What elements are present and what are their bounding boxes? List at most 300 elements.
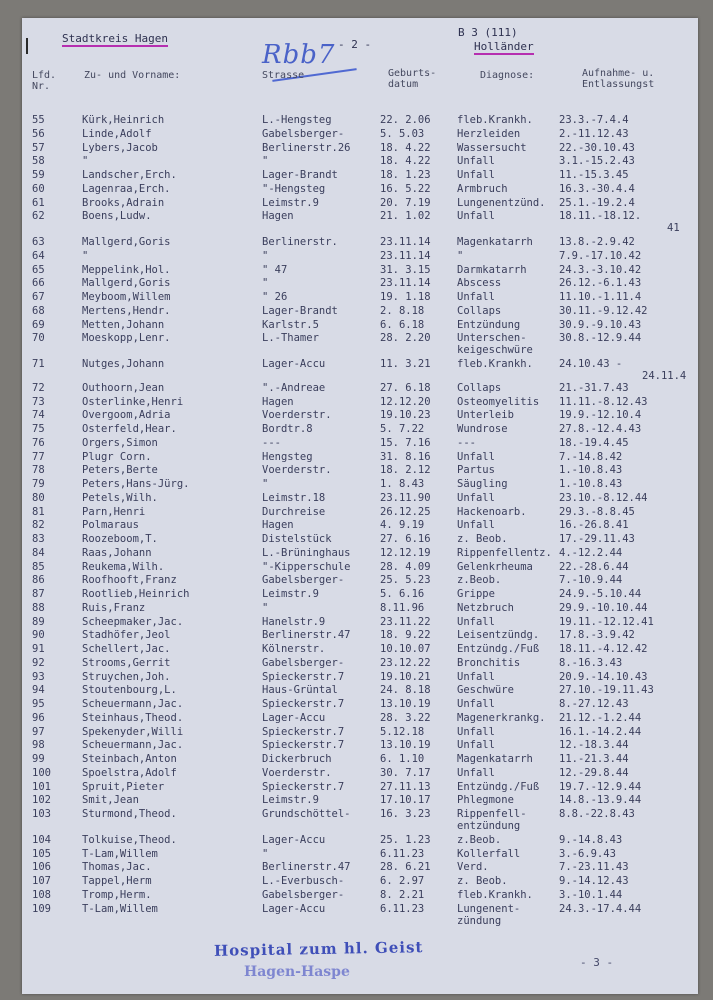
- birth-date: 20. 7.19: [380, 196, 431, 209]
- page-mark: - 2 -: [338, 38, 372, 51]
- row-number: 89: [32, 615, 45, 628]
- row-number: 102: [32, 794, 51, 807]
- street: L.-Thamer: [262, 332, 319, 345]
- patient-name: Sturmond,Theod.: [82, 808, 177, 820]
- patient-name: Roofhooft,Franz: [82, 574, 177, 587]
- street: ": [262, 478, 269, 490]
- diagnosis: Magenerkrankg.: [457, 711, 546, 724]
- street: Kölnerstr.: [262, 643, 326, 655]
- street: "-Hengsteg: [262, 182, 326, 195]
- street: Durchreise: [262, 505, 326, 518]
- patient-name: Scheepmaker,Jac.: [82, 615, 184, 628]
- diagnosis: ---: [457, 436, 476, 449]
- admission-period: 22.-30.10.43: [559, 141, 635, 154]
- admission-period: 3.-10.1.44: [559, 888, 623, 901]
- diagnosis: Wundrose: [457, 423, 508, 435]
- admission-period: 21.12.-1.2.44: [559, 711, 642, 724]
- birth-date: 6.11.23: [380, 902, 425, 915]
- diagnosis: ": [457, 249, 464, 262]
- row-number: 55: [32, 114, 45, 126]
- patient-name: Lybers,Jacob: [82, 141, 158, 154]
- birth-date: 30. 7.17: [380, 766, 431, 779]
- birth-date: 28. 3.22: [380, 711, 431, 724]
- diagnosis: Unterschen-: [457, 332, 527, 345]
- patient-name: Strooms,Gerrit: [82, 656, 171, 669]
- footer-page-number: - 3 -: [580, 956, 614, 969]
- birth-date: 23.12.22: [380, 656, 431, 669]
- admission-period: 19.9.-12.10.4: [559, 409, 642, 422]
- patient-name: Raas,Johann: [82, 546, 152, 559]
- column-birth-header: Geburts- datum: [388, 68, 437, 90]
- row-number: 60: [32, 182, 45, 195]
- row-number: 62: [32, 210, 45, 223]
- birth-date: 17.10.17: [380, 794, 431, 807]
- birth-date: 5. 5.03: [380, 127, 425, 140]
- patient-name: Tappel,Herm: [82, 875, 152, 887]
- street: Distelstück: [262, 533, 332, 545]
- patient-name: T-Lam,Willem: [82, 847, 158, 860]
- patient-name: Steinhaus,Theod.: [82, 711, 184, 724]
- street: Voerderstr.: [262, 766, 332, 779]
- diagnosis: Netzbruch: [457, 601, 514, 614]
- row-number: 58: [32, 155, 45, 168]
- birth-date: 18. 1.23: [380, 169, 431, 181]
- patient-name: Lagenraa,Erch.: [82, 182, 171, 195]
- admission-period: 29.9.-10.10.44: [559, 601, 648, 614]
- admission-period: 24.10.43 -: [559, 358, 623, 370]
- patient-name: Tolkuise,Theod.: [82, 833, 177, 846]
- street: ".-Andreae: [262, 381, 326, 394]
- birth-date: 12.12.20: [380, 395, 431, 408]
- row-number: 86: [32, 574, 45, 587]
- admission-period: 30.11.-9.12.42: [559, 304, 648, 317]
- diagnosis: Unfall: [457, 725, 495, 738]
- street: Hagen: [262, 395, 294, 408]
- street: Lager-Accu: [262, 358, 326, 370]
- birth-date: 1. 8.43: [380, 478, 425, 490]
- street: Berlinerstr.47: [262, 629, 351, 642]
- birth-date: 28. 2.20: [380, 332, 431, 345]
- admission-period: 17.8.-3.9.42: [559, 629, 635, 642]
- row-number: 80: [32, 491, 45, 504]
- row-number: 87: [32, 588, 45, 600]
- diagnosis: Rippenfellentz.: [457, 546, 552, 559]
- row-number: 67: [32, 291, 45, 303]
- diagnosis: Partus: [457, 464, 495, 477]
- diagnosis: Lungenent-: [457, 902, 521, 915]
- street: L.-Hengsteg: [262, 114, 332, 126]
- diagnosis: Grippe: [457, 588, 495, 600]
- patient-name: Stoutenbourg,L.: [82, 684, 177, 697]
- patient-name: Reukema,Wilh.: [82, 560, 165, 573]
- street: Hagen: [262, 210, 294, 223]
- birth-date: 4. 9.19: [380, 519, 425, 532]
- patient-name: Meyboom,Willem: [82, 291, 171, 303]
- row-number: 63: [32, 236, 45, 248]
- street: ": [262, 249, 269, 262]
- patient-name: Outhoorn,Jean: [82, 381, 165, 394]
- birth-date: 16. 3.23: [380, 808, 431, 820]
- birth-date: 25. 5.23: [380, 574, 431, 587]
- admission-period: 7.-10.9.44: [559, 574, 623, 587]
- diagnosis: Unfall: [457, 739, 495, 752]
- street: Lager-Accu: [262, 833, 326, 846]
- row-number: 68: [32, 304, 45, 317]
- row-number: 101: [32, 780, 51, 793]
- row-number: 65: [32, 263, 45, 276]
- patient-name: Struychen,Joh.: [82, 670, 171, 683]
- admission-period: 21.-31.7.43: [559, 381, 629, 394]
- admission-period: 7.-14.8.42: [559, 450, 623, 463]
- birth-date: 6.11.23: [380, 847, 425, 860]
- birth-date: 18. 9.22: [380, 629, 431, 642]
- row-number: 82: [32, 519, 45, 532]
- diagnosis: Bronchitis: [457, 656, 521, 669]
- document-page: Stadtkreis Hagen - 2 - Rbb7 B 3 (111) Holländer Lfd. Nr. Zu- und Vorname: Strasse Geburts- datum Diagnose: Aufnahme- u. Entlassungst 55 Kürk,Heinrich L.-Hengsteg 22. 2.06 fleb.Krankh. 23.3.-7.4.4 56 Linde,Adolf Gabelsberger- 5. 5.03 Herzleiden 2.-11.12.43 57 Lybers,Jacob Berlinerstr.26 18. 4.22 Wassersucht 22.-30.10.43 58 " " 18. 4.22 Unfall 3.1.-15.2.43 59 Landscher,Erch. Lager-Brandt 18. 1.23 Unfall 11.-15.3.45 60 Lagenraa,Erch. "-Hengsteg 16. 5.22 Armbruch 16.3.-30.4.4 61 Brooks,Adrain Leimstr.9 20. 7.19 Lungenentzünd. 25.1.-19.2.4 62 Boens,Ludw. Hagen 21. 1.02 Unfall 18.11.-18.12. 63 Mallgerd,Goris Berlinerstr. 23.11.14 Magenkatarrh 13.8.-2.9.42 64 " " 23.11.14 " 7.9.-17.10.42 65 Meppelink,Hol. " 47 31. 3.15 Darmkatarrh 24.3.-3.10.42 66 Mallgerd,Goris " 23.11.14 Abscess 26.12.-6.1.43 67 Meyboom,Willem " 26 19. 1.18 Unfall 11.10.-1.11.4 68 Mertens,Hendr. Lager-Brandt 2. 8.18 Collaps 30.11.-9.12.42 69 Metten,Johann Karlstr.5 6. 6.18 Entzündung 30.9.-9.10.43 70 Moeskopp,Lenr. L.-Thamer 28. 2.20 Unterschen- 30.8.-12.9.44 71 Nutges,Johann Lager-Accu 11. 3.21 fleb.Krankh. 24.10.43 - 72 Outhoorn,Jean ".-Andreae 27. 6.18 Collaps 21.-31.7.43 73 Osterlinke,Henri Hagen 12.12.20 Osteomyelitis 11.11.-8.12.43 74 Overgoom,Adria Voerderstr. 19.10.23 Unterleib 19.9.-12.10.4 75 Osterfeld,Hear. Bordtr.8 5. 7.22 Wundrose 27.8.-12.4.43 76 Orgers,Simon --- 15. 7.16 --- 18.-19.4.45 77 Plugr Corn. Hengsteg 31. 8.16 Unfall 7.-14.8.42 78 Peters,Berte Voerderstr. 18. 2.12 Partus 1.-10.8.43 79 Peters,Hans-Jürg. " 1. 8.43 Säugling 1.-10.8.43 80 Petels,Wilh. Leimstr.18 23.11.90 Unfall 23.10.-8.12.44 81 Parn,Henri Durchreise 26.12.25 Hackenoarb. 29.3.-8.8.45 82 Polmaraus Hagen 4. 9.19 Unfall 16.-26.8.41 83 Roozeboom,T. Distelstück 27. 6.16 z. Beob. 17.-29.11.43 84 Raas,Johann L.-Brüninghaus 12.12.19 Rippenfellentz. 4.-12.2.44 85 Reukema,Wilh. "-Kipperschule 28. 4.09 Gelenkrheuma 22.-28.6.44 86 Roofhooft,Franz Gabelsberger- 25. 5.23 z.Beob. 7.-10.9.44 87 Rootlieb,Heinrich Leimstr.9 5. 6.16 Grippe 24.9.-5.10.44 88 Ruis,Franz " 8.11.96 Netzbruch 29.9.-10.10.44 89 Scheepmaker,Jac. Hanelstr.9 23.11.22 Unfall 19.11.-12.12.41 90 Stadhöfer,Jeol Berlinerstr.47 18. 9.22 Leisentzündg. 17.8.-3.9.42 91 Schellert,Jac. Kölnerstr. 10.10.07 Entzündg./Fuß 18.11.-4.12.42 92 Strooms,Gerrit Gabelsberger- 23.12.22 Bronchitis 8.-16.3.43 93 Struychen,Joh. Spieckerstr.7 19.10.21 Unfall 20.9.-14.10.43 94 Stoutenbourg,L. Haus-Grüntal 24. 8.18 Geschwüre 27.10.-19.11.43 95 Scheuermann,Jac. Spieckerstr.7 13.10.19 Unfall 8.-27.12.43 96 Steinhaus,Theod. Lager-Accu 28. 3.22 Magenerkrankg. 21.12.-1.2.44 97 Spekenyder,Willi Spieckerstr.7 5.12.18 Unfall 16.1.-14.2.44 98 Scheuermann,Jac. Spieckerstr.7 13.10.19 Unfall 12.-18.3.44 99 Steinbach,Anton Dickerbruch 6. 1.10 Magenkatarrh 11.-21.3.44 100 Spoelstra,Adolf Voerderstr. 30. 7.17 Unfall 12.-29.8.44 101 Spruit,Pieter Spieckerstr.7 27.11.13 Entzündg./Fuß 19.7.-12.9.44 102 Smit,Jean Leimstr.9 17.10.17 Phlegmone 14.8.-13.9.44 103 Sturmond,Theod. Grundschöttel- 16. 3.23 Rippenfell- 8.8.-22.8.43 104 Tolkuise,Theod. Lager-Accu 25. 1.23 z.Beob. 9.-14.8.43 105 T-Lam,Willem " 6.11.23 Kollerfall 3.-6.9.43 106 Thomas,Jac. Berlinerstr.47 28. 6.21 Verd. 7.-23.11.43 107 Tappel,Herm L.-Everbusch- 6. 2.97 z. Beob. 9.-14.12.43 108 Tromp,Herm. Gabelsberger- 8. 2.21 fleb.Krankh. 3.-10.1.44 109 T-Lam,Willem Lager-Accu 6.11.23 Lungenent- 24.3.-17.4.44 41 keigeschwüre 24.11.4 entzündung zündung Hospital zum hl. Geist Hagen-Haspe - 3 -: [22, 18, 698, 994]
- patient-name: ": [82, 249, 89, 262]
- diagnosis: Unfall: [457, 615, 495, 628]
- row-number: 70: [32, 332, 45, 345]
- street: Spieckerstr.7: [262, 670, 345, 683]
- birth-date: 19.10.21: [380, 670, 431, 683]
- diagnosis: Collaps: [457, 381, 502, 394]
- birth-date: 21. 1.02: [380, 210, 431, 223]
- patient-name: Mallgerd,Goris: [82, 277, 171, 290]
- birth-date: 18. 2.12: [380, 464, 431, 477]
- patient-name: Scheuermann,Jac.: [82, 739, 184, 752]
- diagnosis: Unfall: [457, 670, 495, 683]
- birth-date: 5. 7.22: [380, 423, 425, 435]
- patient-name: Peters,Hans-Jürg.: [82, 478, 190, 490]
- admission-period: 11.11.-8.12.43: [559, 395, 648, 408]
- street: Leimstr.18: [262, 491, 326, 504]
- diagnosis: Unfall: [457, 155, 495, 168]
- diagnosis: fleb.Krankh.: [457, 888, 533, 901]
- row-number: 73: [32, 395, 45, 408]
- patient-name: Metten,Johann: [82, 318, 165, 331]
- diagnosis: Armbruch: [457, 182, 508, 195]
- admission-period: 7.9.-17.10.42: [559, 249, 642, 262]
- row-number: 109: [32, 902, 51, 915]
- admission-period: 29.3.-8.8.45: [559, 505, 635, 518]
- admission-period: 11.10.-1.11.4: [559, 291, 642, 303]
- patient-name: Osterlinke,Henri: [82, 395, 184, 408]
- patient-name: ": [82, 155, 89, 168]
- street: Berlinerstr.26: [262, 141, 351, 154]
- diagnosis: Kollerfall: [457, 847, 521, 860]
- birth-date: 23.11.14: [380, 236, 431, 248]
- row-number: 108: [32, 888, 51, 901]
- patient-name: Schellert,Jac.: [82, 643, 171, 655]
- admission-period: 22.-28.6.44: [559, 560, 629, 573]
- row-number: 105: [32, 847, 51, 860]
- admission-period: 30.8.-12.9.44: [559, 332, 642, 345]
- row-number: 76: [32, 436, 45, 449]
- diagnosis: Unfall: [457, 698, 495, 710]
- diagnosis: Abscess: [457, 277, 502, 290]
- row-number: 97: [32, 725, 45, 738]
- street: Bordtr.8: [262, 423, 313, 435]
- row-number: 81: [32, 505, 45, 518]
- diagnosis: Unfall: [457, 519, 495, 532]
- patient-name: Nutges,Johann: [82, 358, 165, 370]
- admission-period: 11.-15.3.45: [559, 169, 629, 181]
- admission-period: 19.11.-12.12.41: [559, 615, 654, 628]
- birth-date: 15. 7.16: [380, 436, 431, 449]
- birth-date: 28. 6.21: [380, 861, 431, 874]
- street: Lager-Brandt: [262, 304, 338, 317]
- birth-date: 27. 6.16: [380, 533, 431, 545]
- row-number: 91: [32, 643, 45, 655]
- admission-period: 8.-27.12.43: [559, 698, 629, 710]
- admission-period: 23.10.-8.12.44: [559, 491, 648, 504]
- patient-name: Osterfeld,Hear.: [82, 423, 177, 435]
- patient-name: Stadhöfer,Jeol: [82, 629, 171, 642]
- birth-date: 19. 1.18: [380, 291, 431, 303]
- diagnosis: Osteomyelitis: [457, 395, 540, 408]
- row-number: 74: [32, 409, 45, 422]
- patient-name: Landscher,Erch.: [82, 169, 177, 181]
- street: " 26: [262, 291, 288, 303]
- admission-period: 16.1.-14.2.44: [559, 725, 642, 738]
- admission-period: 7.-23.11.43: [559, 861, 629, 874]
- row-number: 103: [32, 808, 51, 820]
- street: Grundschöttel-: [262, 808, 351, 820]
- row-number: 94: [32, 684, 45, 697]
- street: Gabelsberger-: [262, 888, 345, 901]
- street: Leimstr.9: [262, 588, 319, 600]
- diagnosis: Collaps: [457, 304, 502, 317]
- admission-period: 20.9.-14.10.43: [559, 670, 648, 683]
- birth-date: 26.12.25: [380, 505, 431, 518]
- admission-period: 24.3.-3.10.42: [559, 263, 642, 276]
- admission-period: 11.-21.3.44: [559, 753, 629, 765]
- row-number: 69: [32, 318, 45, 331]
- street: "-Kipperschule: [262, 560, 351, 573]
- patient-name: Mertens,Hendr.: [82, 304, 171, 317]
- street: " 47: [262, 263, 288, 276]
- diagnosis: Entzündung: [457, 318, 521, 331]
- diagnosis: Unfall: [457, 210, 495, 223]
- birth-date: 6. 1.10: [380, 753, 425, 765]
- admission-period: 18.11.-18.12.: [559, 210, 642, 223]
- birth-date: 22. 2.06: [380, 114, 431, 126]
- column-name-header: Zu- und Vorname:: [84, 70, 181, 81]
- admission-period: 16.-26.8.41: [559, 519, 629, 532]
- admission-period: 9.-14.8.43: [559, 833, 623, 846]
- district-heading: Stadtkreis Hagen: [62, 32, 168, 45]
- diagnosis: Säugling: [457, 478, 508, 490]
- row-number: 57: [32, 141, 45, 154]
- patient-name: Ruis,Franz: [82, 601, 146, 614]
- street: ": [262, 601, 269, 614]
- column-street-header: Strasse: [262, 70, 305, 81]
- admission-period: 3.1.-15.2.43: [559, 155, 635, 168]
- row-number: 99: [32, 753, 45, 765]
- birth-date: 13.10.19: [380, 698, 431, 710]
- diagnosis: Unfall: [457, 450, 495, 463]
- patient-name: Mallgerd,Goris: [82, 236, 171, 248]
- diagnosis: Leisentzündg.: [457, 629, 540, 642]
- birth-date: 6. 2.97: [380, 875, 425, 887]
- street: L.-Everbusch-: [262, 875, 345, 887]
- street: ": [262, 155, 269, 168]
- birth-date: 25. 1.23: [380, 833, 431, 846]
- diagnosis: Entzündg./Fuß: [457, 780, 540, 793]
- birth-date: 18. 4.22: [380, 155, 431, 168]
- admission-period: 16.3.-30.4.4: [559, 182, 635, 195]
- street: ": [262, 847, 269, 860]
- column-nr-header: Lfd. Nr.: [32, 70, 57, 92]
- diagnosis: fleb.Krankh.: [457, 114, 533, 126]
- row-number: 75: [32, 423, 45, 435]
- admission-period: 18.11.-4.12.42: [559, 643, 648, 655]
- birth-date: 8.11.96: [380, 601, 425, 614]
- admission-period: 13.8.-2.9.42: [559, 236, 635, 248]
- diagnosis: Geschwüre: [457, 684, 514, 697]
- patient-name: Orgers,Simon: [82, 436, 158, 449]
- patient-name: Brooks,Adrain: [82, 196, 165, 209]
- patient-name: Petels,Wilh.: [82, 491, 158, 504]
- admission-period: 2.-11.12.43: [559, 127, 629, 140]
- admission-period: 27.10.-19.11.43: [559, 684, 654, 697]
- street: Voerderstr.: [262, 409, 332, 422]
- row-number: 83: [32, 533, 45, 545]
- admission-period: 17.-29.11.43: [559, 533, 635, 545]
- street: Dickerbruch: [262, 753, 332, 765]
- row-number: 85: [32, 560, 45, 573]
- admission-period: 26.12.-6.1.43: [559, 277, 642, 290]
- street: Haus-Grüntal: [262, 684, 338, 697]
- birth-date: 23.11.14: [380, 277, 431, 290]
- row-number: 100: [32, 766, 51, 779]
- row-number: 92: [32, 656, 45, 669]
- birth-date: 27.11.13: [380, 780, 431, 793]
- row-number: 88: [32, 601, 45, 614]
- street: Voerderstr.: [262, 464, 332, 477]
- street: Spieckerstr.7: [262, 698, 345, 710]
- birth-date: 12.12.19: [380, 546, 431, 559]
- street: Berlinerstr.: [262, 236, 338, 248]
- birth-date: 24. 8.18: [380, 684, 431, 697]
- row-number: 72: [32, 381, 45, 394]
- birth-date: 5.12.18: [380, 725, 425, 738]
- street: ": [262, 277, 269, 290]
- patient-name: Plugr Corn.: [82, 450, 152, 463]
- row-number: 79: [32, 478, 45, 490]
- diagnosis: Unfall: [457, 766, 495, 779]
- birth-date: 2. 8.18: [380, 304, 425, 317]
- street: Berlinerstr.47: [262, 861, 351, 874]
- row-number: 64: [32, 249, 45, 262]
- birth-date: 23.11.22: [380, 615, 431, 628]
- admission-period: 1.-10.8.43: [559, 478, 623, 490]
- row-number: 95: [32, 698, 45, 710]
- admission-period: 1.-10.8.43: [559, 464, 623, 477]
- diagnosis: Magenkatarrh: [457, 753, 533, 765]
- admission-period: 12.-29.8.44: [559, 766, 629, 779]
- row-number: 78: [32, 464, 45, 477]
- patient-name: Boens,Ludw.: [82, 210, 152, 223]
- street: Lager-Accu: [262, 711, 326, 724]
- birth-date: 13.10.19: [380, 739, 431, 752]
- row-number: 104: [32, 833, 51, 846]
- patient-name: Rootlieb,Heinrich: [82, 588, 190, 600]
- street: Leimstr.9: [262, 794, 319, 807]
- patient-name: Steinbach,Anton: [82, 753, 177, 765]
- row-number: 71: [32, 358, 45, 370]
- diagnosis: z.Beob.: [457, 574, 502, 587]
- admission-period: 19.7.-12.9.44: [559, 780, 642, 793]
- birth-date: 5. 6.16: [380, 588, 425, 600]
- street: Leimstr.9: [262, 196, 319, 209]
- admission-period: 18.-19.4.45: [559, 436, 629, 449]
- diagnosis: Hackenoarb.: [457, 505, 527, 518]
- patient-name: Spoelstra,Adolf: [82, 766, 177, 779]
- patient-name: Moeskopp,Lenr.: [82, 332, 171, 345]
- birth-date: 6. 6.18: [380, 318, 425, 331]
- row-number: 90: [32, 629, 45, 642]
- admission-period: 24.9.-5.10.44: [559, 588, 642, 600]
- diagnosis: Wassersucht: [457, 141, 527, 154]
- patient-name: Meppelink,Hol.: [82, 263, 171, 276]
- admission-period: 27.8.-12.4.43: [559, 423, 642, 435]
- diagnosis: Unfall: [457, 491, 495, 504]
- street: Lager-Brandt: [262, 169, 338, 181]
- birth-date: 23.11.90: [380, 491, 431, 504]
- admission-period: 12.-18.3.44: [559, 739, 629, 752]
- diagnosis: z. Beob.: [457, 875, 508, 887]
- street: ---: [262, 436, 281, 449]
- row-number: 66: [32, 277, 45, 290]
- diagnosis: Herzleiden: [457, 127, 521, 140]
- admission-period: 24.3.-17.4.44: [559, 902, 642, 915]
- hospital-stamp: Hospital zum hl. Geist: [213, 938, 424, 960]
- admission-period: 8.-16.3.43: [559, 656, 623, 669]
- hospital-stamp-city: Hagen-Haspe: [244, 964, 350, 980]
- patient-name: Roozeboom,T.: [82, 533, 158, 545]
- patient-name: Tromp,Herm.: [82, 888, 152, 901]
- row-number: 56: [32, 127, 45, 140]
- street: Gabelsberger-: [262, 574, 345, 587]
- column-diagnosis-header: Diagnose:: [480, 70, 535, 81]
- street: Gabelsberger-: [262, 656, 345, 669]
- birth-date: 27. 6.18: [380, 381, 431, 394]
- patient-name: Scheuermann,Jac.: [82, 698, 184, 710]
- street: Gabelsberger-: [262, 127, 345, 140]
- birth-date: 16. 5.22: [380, 182, 431, 195]
- patient-name: Smit,Jean: [82, 794, 139, 807]
- column-admission-header: Aufnahme- u. Entlassungst: [582, 68, 655, 90]
- diagnosis: Rippenfell-: [457, 808, 527, 820]
- birth-date: 31. 3.15: [380, 263, 431, 276]
- birth-date: 8. 2.21: [380, 888, 425, 901]
- diagnosis: Gelenkrheuma: [457, 560, 533, 573]
- diagnosis: Verd.: [457, 861, 489, 874]
- row-number: 61: [32, 196, 45, 209]
- row-number: 84: [32, 546, 45, 559]
- admission-period: 23.3.-7.4.4: [559, 114, 629, 126]
- patient-name: Polmaraus: [82, 519, 139, 532]
- diagnosis: Magenkatarrh: [457, 236, 533, 248]
- admission-period: 8.8.-22.8.43: [559, 808, 635, 820]
- row-number: 77: [32, 450, 45, 463]
- admission-period: 14.8.-13.9.44: [559, 794, 642, 807]
- punch-mark: [26, 38, 38, 54]
- patient-name: Spekenyder,Willi: [82, 725, 184, 738]
- birth-date: 18. 4.22: [380, 141, 431, 154]
- admission-period: 4.-12.2.44: [559, 546, 623, 559]
